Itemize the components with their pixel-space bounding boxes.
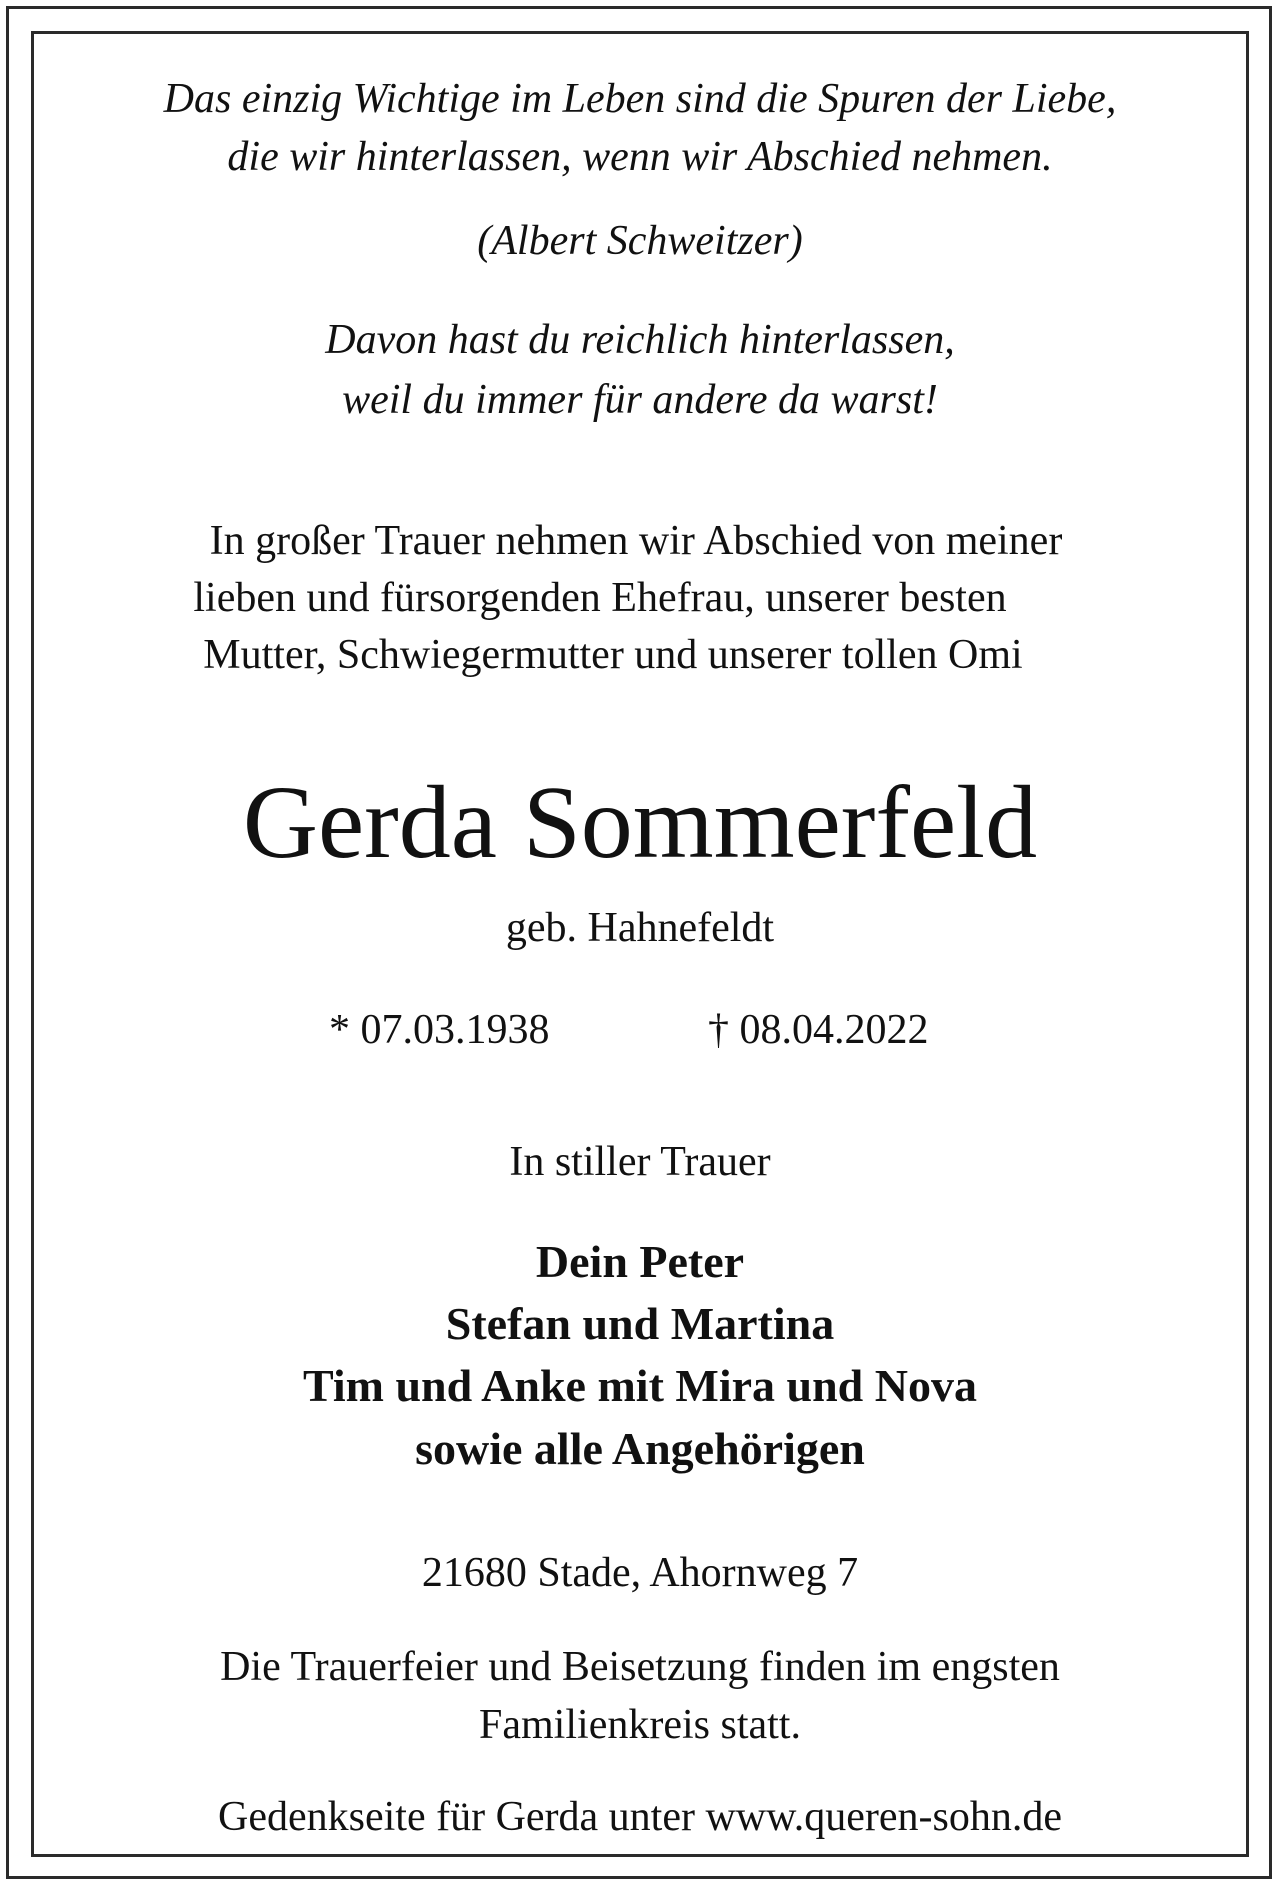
memorial-page-link[interactable]: Gedenkseite für Gerda unter www.queren-sohn.de — [218, 1794, 1062, 1840]
mourner-name: sowie alle Angehörigen — [415, 1423, 865, 1474]
birth-name: geb. Hahnefeldt — [505, 905, 775, 951]
deceased-name: Gerda Sommerfeld — [242, 765, 1038, 880]
obituary-outer-frame — [6, 6, 1272, 1879]
mourner-name: Tim und Anke mit Mira und Nova — [303, 1360, 977, 1411]
mourner-name: Dein Peter — [535, 1236, 745, 1287]
death-date: † 08.04.2022 — [708, 1007, 929, 1053]
obituary-inner-frame — [31, 31, 1249, 1857]
quote-line-2: die wir hinterlassen, wenn wir Abschied nehmen. — [227, 134, 1053, 180]
ceremony-line-2: Familienkreis statt. — [479, 1702, 801, 1748]
birth-date: * 07.03.1938 — [329, 1007, 550, 1053]
dedication-line-1: Davon hast du reichlich hinterlassen, — [325, 317, 955, 363]
quote-author: (Albert Schweitzer) — [477, 218, 803, 264]
dedication-line-2: weil du immer für andere da warst! — [342, 377, 938, 423]
ceremony-line-1: Die Trauerfeier und Beisetzung finden im engsten — [220, 1644, 1060, 1690]
announcement-line-2: lieben und fürsorgenden Ehefrau, unserer besten — [193, 575, 1007, 621]
quote-line-1: Das einzig Wichtige im Leben sind die Spuren der Liebe, — [163, 76, 1117, 122]
mourner-name: Stefan und Martina — [445, 1298, 835, 1349]
announcement-line-3: Mutter, Schwiegermutter und unserer tollen Omi — [203, 632, 1023, 678]
address: 21680 Stade, Ahornweg 7 — [421, 1550, 859, 1596]
announcement-line-1: In großer Trauer nehmen wir Abschied von meiner — [209, 518, 1063, 564]
mourners-intro: In stiller Trauer — [509, 1139, 771, 1185]
